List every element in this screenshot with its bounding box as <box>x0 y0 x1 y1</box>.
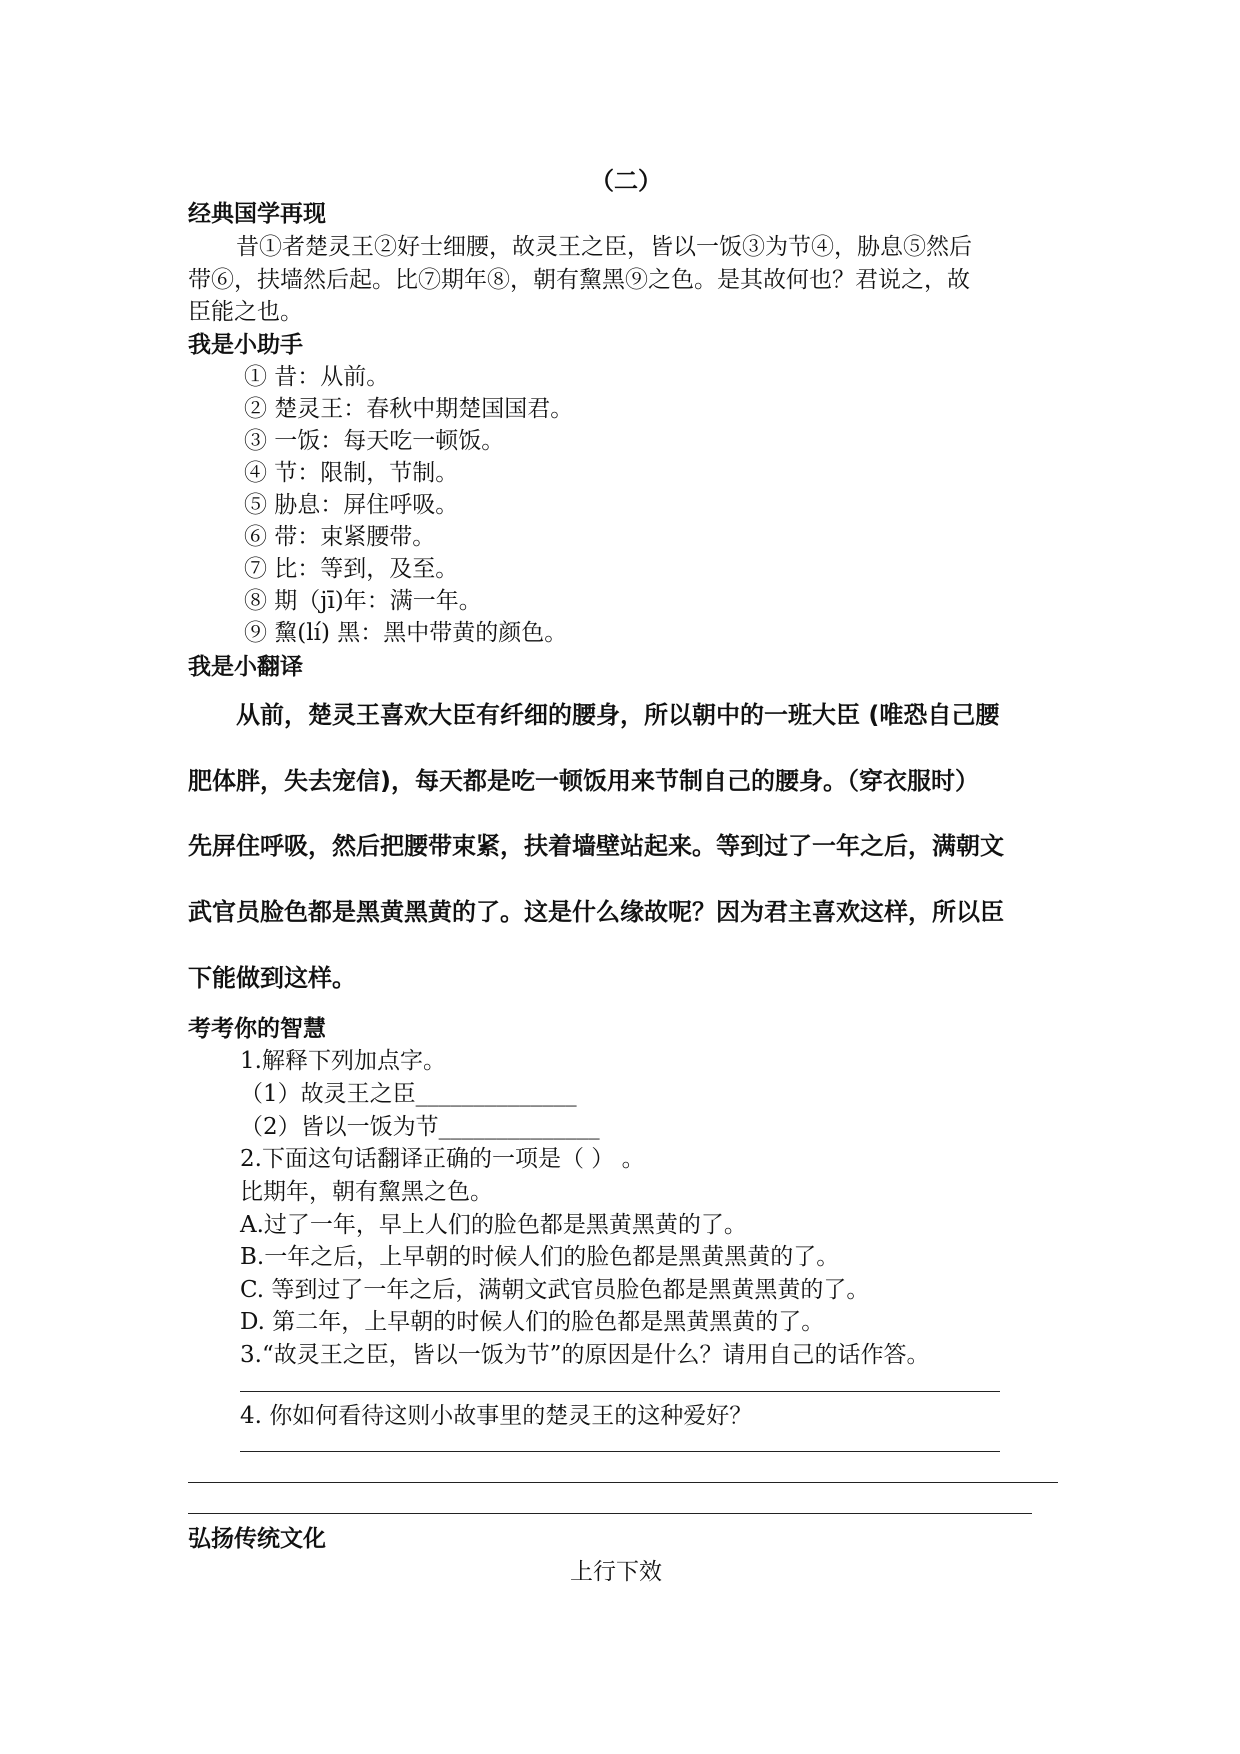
option-a[interactable]: A.过了一年，早上人们的脸色都是黑黄黑黄的了。 <box>240 1212 747 1238</box>
translation-line-5: 下能做到这样。 <box>188 964 356 992</box>
note-item: ① 昔：从前。 <box>244 364 390 390</box>
passage-line-2: 带⑥，扶墙然后起。比⑦期年⑧，朝有黧黑⑨之色。是其故何也？君说之，故 <box>188 267 970 293</box>
question-1-part-1[interactable]: （1）故灵王之臣______________ <box>240 1081 577 1107</box>
section-heading-quiz: 考考你的智慧 <box>188 1016 326 1042</box>
passage-line-1: 昔①者楚灵王②好士细腰，故灵王之臣，皆以一饭③为节④，胁息⑤然后 <box>236 234 972 260</box>
note-item: ⑨ 黧(lí) 黑：黑中带黄的颜色。 <box>244 620 568 646</box>
note-item: ③ 一饭：每天吃一顿饭。 <box>244 428 505 454</box>
note-item: ④ 节：限制，节制。 <box>244 460 459 486</box>
option-d[interactable]: D. 第二年，上早朝的时候人们的脸色都是黑黄黑黄的了。 <box>240 1309 825 1335</box>
section-heading-classic: 经典国学再现 <box>188 201 326 227</box>
question-4: 4. 你如何看待这则小故事里的楚灵王的这种爱好？ <box>240 1403 753 1429</box>
note-item: ⑤ 胁息：屏住呼吸。 <box>244 492 459 518</box>
passage-line-3: 臣能之也。 <box>188 299 303 325</box>
option-b[interactable]: B.一年之后，上早朝的时候人们的脸色都是黑黄黑黄的了。 <box>240 1244 840 1270</box>
section-heading-translate: 我是小翻译 <box>188 654 303 680</box>
section-heading-helper: 我是小助手 <box>188 332 303 358</box>
question-1-part-2[interactable]: （2）皆以一饭为节______________ <box>240 1114 600 1140</box>
translation-line-4: 武官员脸色都是黑黄黑黄的了。这是什么缘故呢？因为君主喜欢这样，所以臣 <box>188 898 1004 926</box>
idiom-title: 上行下效 <box>570 1559 662 1585</box>
page-title: （二） <box>590 167 662 195</box>
question-1: 1.解释下列加点字。 <box>240 1048 446 1074</box>
section-heading-culture: 弘扬传统文化 <box>188 1526 326 1552</box>
note-item: ⑥ 带：束紧腰带。 <box>244 524 436 550</box>
answer-line-extra-1[interactable] <box>188 1482 1058 1483</box>
note-item: ② 楚灵王：春秋中期楚国国君。 <box>244 396 574 422</box>
option-c[interactable]: C. 等到过了一年之后，满朝文武官员脸色都是黑黄黑黄的了。 <box>240 1277 870 1303</box>
answer-line-q3[interactable] <box>240 1391 1000 1392</box>
note-item: ⑦ 比：等到，及至。 <box>244 556 459 582</box>
question-3: 3.“故灵王之臣，皆以一饭为节”的原因是什么？请用自己的话作答。 <box>240 1342 930 1368</box>
translation-line-3: 先屏住呼吸，然后把腰带束紧，扶着墙壁站起来。等到过了一年之后，满朝文 <box>188 832 1004 860</box>
answer-line-q4[interactable] <box>240 1451 1000 1452</box>
answer-line-extra-2[interactable] <box>188 1513 1032 1514</box>
note-item: ⑧ 期（jī)年：满一年。 <box>244 588 482 614</box>
question-2-sentence: 比期年，朝有黧黑之色。 <box>240 1179 493 1205</box>
translation-line-2: 肥体胖，失去宠信)，每天都是吃一顿饭用来节制自己的腰身。（穿衣服时） <box>188 767 979 795</box>
question-2: 2.下面这句话翻译正确的一项是（ ） 。 <box>240 1146 645 1172</box>
translation-line-1: 从前，楚灵王喜欢大臣有纤细的腰身，所以朝中的一班大臣 (唯恐自己腰 <box>236 701 1000 729</box>
